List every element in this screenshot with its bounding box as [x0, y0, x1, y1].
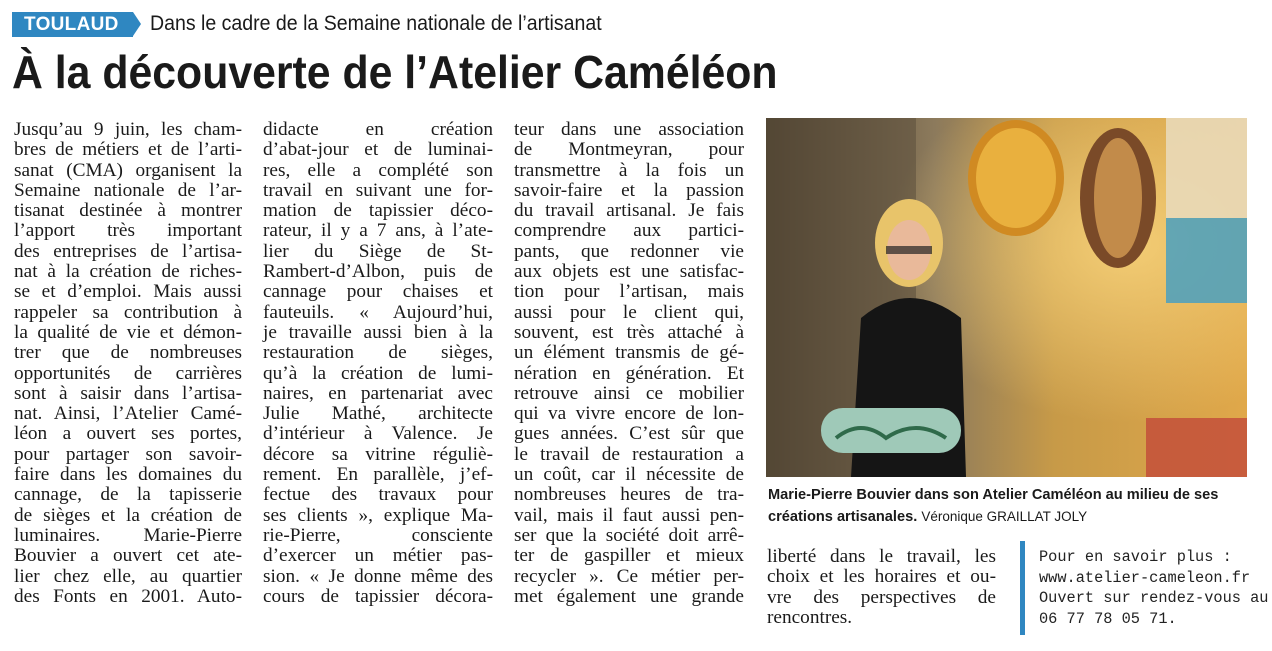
article-column-2 — [263, 120, 493, 607]
text-line: pants, que redonner vie — [514, 240, 744, 262]
text-line: liberté dans le travail, les — [767, 546, 996, 567]
text-line: res, elle a complété son — [263, 159, 493, 181]
tag-arrow-icon — [133, 12, 141, 36]
text-line: la qualité de vie et démon- — [14, 321, 242, 343]
text-line: recycler ». Ce métier per- — [514, 565, 744, 587]
text-line: comprendre aux partici- — [514, 220, 744, 242]
text-line: mation de tapissier déco- — [263, 200, 493, 222]
text-line: sion. « Je donne même des — [263, 565, 493, 587]
location-tag: TOULAUD — [12, 12, 133, 37]
article-column-3 — [514, 120, 744, 607]
text-line: un coût, car il nécessite de — [514, 464, 744, 486]
photo-illustration — [766, 118, 1247, 477]
text-line: cours de tapissier décora- — [263, 585, 493, 607]
text-line: d’abat-jour et de luminai- — [263, 139, 493, 161]
text-line: rateur, il y a 7 ans, à l’ate- — [263, 220, 493, 242]
text-line: lier du Siège de St- — [263, 240, 493, 262]
text-line: faire dans les domaines du — [14, 464, 242, 486]
text-line: d’intérieur à Valence. Je — [263, 423, 493, 445]
text-line: Jusqu’au 9 juin, les cham- — [14, 119, 242, 140]
text-line: qui va vivre encore de lon- — [514, 403, 744, 425]
text-line: lier chez elle, au quartier — [14, 565, 242, 587]
text-line: naires, en partenariat avec — [263, 382, 493, 404]
text-line: rie-Pierre, consciente — [263, 524, 493, 546]
text-line: met également une grande — [514, 585, 744, 607]
info-box — [1020, 541, 1267, 635]
article-photo — [766, 118, 1247, 477]
text-line: des entreprises de l’artisa- — [14, 240, 242, 262]
text-line: fauteuils. « Aujourd’hui, — [263, 301, 493, 323]
article-column-1 — [14, 120, 242, 607]
text-line: l’apport très important — [14, 220, 242, 242]
text-line: trer que de nombreuses — [14, 342, 242, 364]
text-line: se et d’emploi. Mais aussi — [14, 281, 242, 303]
text-line: cannage pour chaises et — [263, 281, 493, 303]
text-line: de sièges et la création de — [14, 504, 242, 526]
text-line: je travaille aussi bien à la — [263, 321, 493, 343]
text-line: ter de gaspiller et mieux — [514, 545, 744, 567]
text-line: Bouvier a ouvert cet ate- — [14, 545, 242, 567]
text-line: léon a ouvert ses portes, — [14, 423, 242, 445]
text-line: nombreuses heures de tra- — [514, 484, 744, 506]
text-line: rement. En parallèle, j’ef- — [263, 464, 493, 486]
text-line: pour partager son savoir- — [14, 443, 242, 465]
text-line: tion pour l’artisan, mais — [514, 281, 744, 303]
text-line: aux objets est une satisfac- — [514, 261, 744, 283]
text-line: nat à la création de riches- — [14, 261, 242, 283]
text-line: qu’à la création de lumi- — [263, 362, 493, 384]
text-line: ser que la société doit arrê- — [514, 524, 744, 546]
text-line: restauration de sièges, — [263, 342, 493, 364]
text-line: d’exercer un métier pas- — [263, 545, 493, 567]
text-line: Semaine nationale de l’ar- — [14, 179, 242, 201]
text-line: cannage, de la tapisserie — [14, 484, 242, 506]
text-line: aussi pour le client qui, — [514, 301, 744, 323]
text-line: bres de métiers et de l’arti- — [14, 139, 242, 161]
text-line: choix et les horaires et ou- — [767, 566, 996, 588]
text-line: Julie Mathé, architecte — [263, 403, 493, 425]
caption-text: Marie-Pierre Bouvier dans son Atelier Caméléon au milieu de ses créations artisanales. — [768, 487, 1219, 525]
text-line: rappeler sa contribution à — [14, 301, 242, 323]
photo-credit: Véronique GRAILLAT JOLY — [921, 509, 1088, 524]
text-line: rencontres. — [767, 606, 853, 628]
info-phone[interactable]: 06 77 78 05 71. — [1039, 609, 1177, 628]
text-line: tisanat destinée à montrer — [14, 200, 242, 222]
text-line: décore sa vitrine réguliè- — [263, 443, 493, 465]
text-line: souvent, est très attaché à — [514, 321, 744, 343]
text-line: teur dans une association — [514, 119, 744, 140]
kicker — [12, 11, 635, 37]
text-line: vail, mais il faut aussi pen- — [514, 504, 744, 526]
text-line: vre des perspectives de — [767, 586, 996, 608]
text-line: sont à saisir dans l’artisa- — [14, 382, 242, 404]
text-line: Rambert-d’Albon, puis de — [263, 261, 493, 283]
text-line: nération en génération. Et — [514, 362, 744, 384]
text-line: un élément transmis de gé- — [514, 342, 744, 364]
text-line: fectue des travaux pour — [263, 484, 493, 506]
text-line: transmettre à la fois un — [514, 159, 744, 181]
text-line: travail en suivant une for- — [263, 179, 493, 201]
info-line-3: Ouvert sur rendez-vous au — [1039, 589, 1269, 607]
photo-caption — [768, 485, 1246, 528]
info-website[interactable]: www.atelier-cameleon.fr — [1039, 568, 1251, 587]
text-line: luminaires. Marie-Pierre — [14, 524, 242, 546]
text-line: du travail artisanal. Je fais — [514, 200, 744, 222]
text-line: opportunités de carrières — [14, 362, 242, 384]
info-line-1: Pour en savoir plus : — [1039, 548, 1232, 566]
headline: À la découverte de l’Atelier Caméléon — [12, 46, 778, 98]
text-line: retrouve ainsi ce mobilier — [514, 382, 744, 404]
text-line: sanat (CMA) organisent la — [14, 159, 242, 181]
text-line: de Montmeyran, pour — [514, 139, 744, 161]
article-column-4 — [767, 547, 996, 628]
text-line: savoir-faire et la passion — [514, 179, 744, 201]
text-line: le travail de restauration a — [514, 443, 744, 465]
text-line: gues années. C’est sûr que — [514, 423, 744, 445]
text-line: ses clients », explique Ma- — [263, 504, 493, 526]
subhead: Dans le cadre de la Semaine nationale de l’artisanat — [149, 12, 602, 35]
text-line: des Fonts en 2001. Auto- — [14, 585, 242, 607]
text-line: nat. Ainsi, l’Atelier Camé- — [14, 403, 242, 425]
text-line: didacte en création — [263, 119, 493, 140]
